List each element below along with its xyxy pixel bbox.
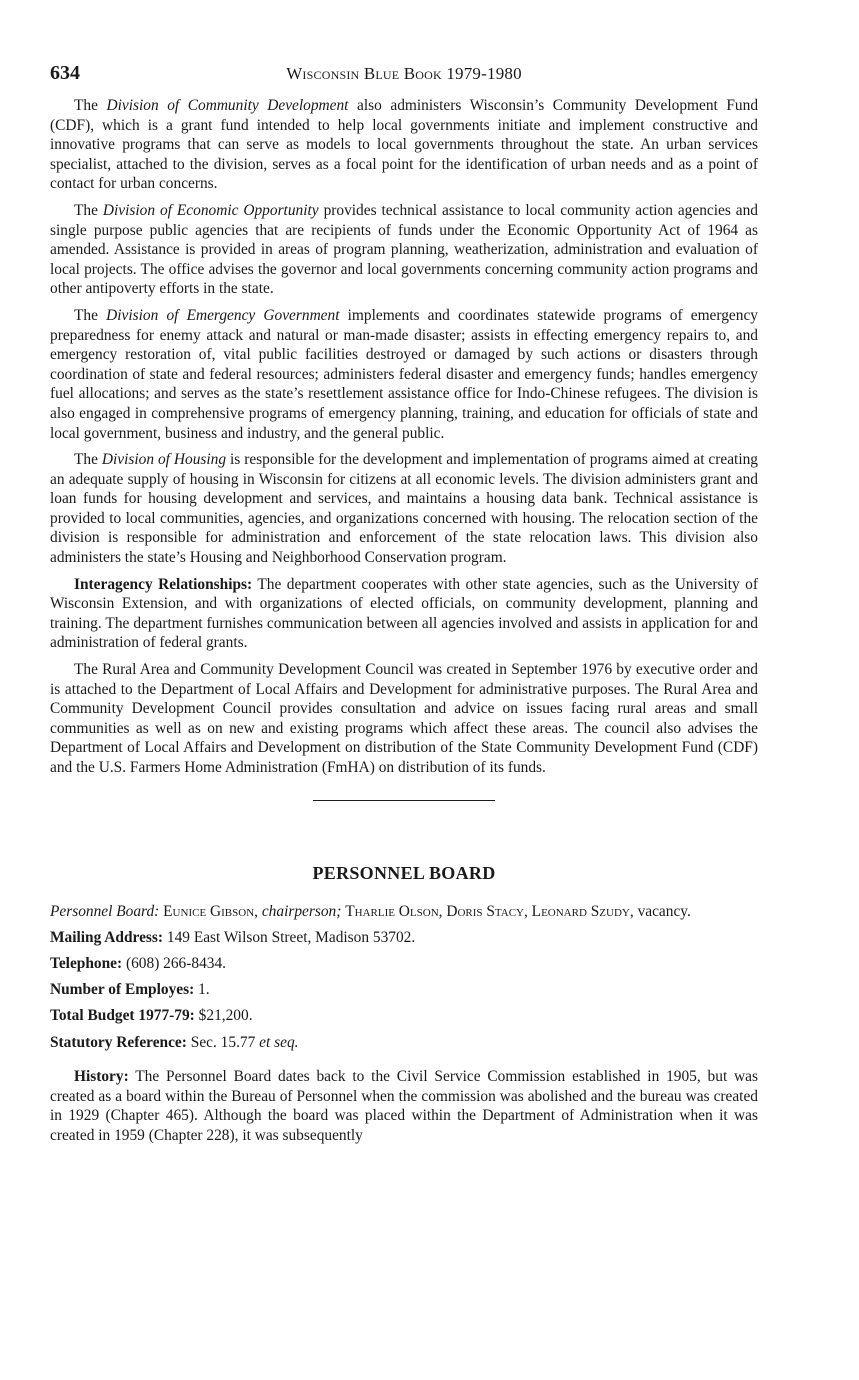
interagency-label: Interagency Relationships: [74, 575, 253, 593]
history-label: History: [74, 1068, 129, 1086]
history-paragraph: History: The Personnel Board dates back to the Civil Service Commission established in 1905, but was created as a board within the Bureau of Personnel when the commission was abolished and the bureau was created in 1929 (Chapter 465). Although the board was placed within the Department of Administration when it was created in 1959 (Chapter 228), it was subsequently [50, 1068, 758, 1144]
book-title [50, 64, 758, 84]
total-budget: Total Budget 1977-79: $21,200. [50, 1007, 253, 1025]
paragraph-community-development: The Division of Community Development also administers Wisconsin’s Community Development Fund (CDF), which is a grant fund intended to help local governments initiate and implement constructive and innovative programs that can serve as models to local governments throughout the state. An urban services specialist, attached to the division, serves as a focal point for the identification of urban needs and as a point of contact for urban concerns. [50, 97, 759, 193]
page-number: 634 [50, 62, 80, 84]
member-names: Tharlie Olson, Doris Stacy, Leonard Szudy [345, 902, 630, 920]
department-text [50, 96, 758, 778]
paragraph-interagency: Interagency Relationships: The department cooperates with other state agencies, such as the University of Wisconsin Extension, and with organizations of elected officials, on community development, planning and training. The department furnishes communication between all agencies involved and assists in application for and administration of federal grants. [50, 575, 758, 652]
telephone: Telephone: (608) 266-8434. [50, 954, 227, 972]
mailing-address: Mailing Address: 149 East Wilson Street, Madison 53702. [50, 928, 416, 946]
division-name: Division of Community Development [106, 97, 349, 114]
section-divider [313, 800, 495, 801]
book-page [50, 62, 758, 1161]
employee-count: Number of Employes: 1. [50, 981, 210, 999]
paragraph-rural-council: The Rural Area and Community Development Council was created in September 1976 by executive order and is attached to the Department of Local Affairs and Development for administrative purposes. The Rural Area and Community Development Council provides consultation and advice on issues facing rural areas and small communities as well as on new and existing programs which affect these areas. The council also advises the Department of Local Affairs and Development on distribution of the State Community Development Fund (CDF) and the U.S. Farmers Home Administration (FmHA) on distribution of its funds. [50, 661, 758, 776]
section-title: PERSONNEL BOARD [312, 862, 496, 883]
paragraph-housing: The Division of Housing is responsible for the development and implementation of programs aimed at creating an adequate supply of housing in Wisconsin for citizens at all economic levels. The division administers grant and loan funds for housing development and services, and maintains a housing data bank. Technical assistance is provided to local communities, agencies, and organizations concerned with housing. The relocation section of the division is responsible for administration and enforcement of the state relocation laws. This division also administers the state’s Housing and Neighborhood Conservation program. [50, 451, 758, 567]
book-title-text: Wisconsin Blue Book 1979-1980 [286, 64, 522, 83]
paragraph-economic-opportunity: The Division of Economic Opportunity provides technical assistance to local community action agencies and single purpose public agencies that are recipients of funds under the Economic Opportunity Act of 1964 as amended. Assistance is provided in areas of program planning, weatherization, administration and evaluation of local projects. The office advises the governor and local governments concerning community action programs and other antipoverty efforts in the state. [50, 201, 759, 298]
board-members: Personnel Board: Eunice Gibson, chairperson; Tharlie Olson, Doris Stacy, Leonard Szudy, vacancy. [50, 902, 691, 920]
board-info [50, 902, 758, 1053]
chair-name: Eunice Gibson [163, 902, 255, 920]
division-name: Division of Emergency Government [106, 306, 340, 324]
division-name: Division of Economic Opportunity [102, 201, 319, 219]
statutory-reference: Statutory Reference: Sec. 15.77 et seq. [50, 1033, 299, 1051]
running-head [50, 62, 758, 96]
division-name: Division of Housing [101, 451, 227, 469]
paragraph-emergency-government: The Division of Emergency Government implements and coordinates statewide programs of emergency preparedness for enemy attack and natural or man-made disaster; assists in effecting emergency repairs to, and emergency restoration of, vital public facilities destroyed or damaged by such actions or disasters through coordination of state and federal resources; administers federal disaster and emergency funds; handles emergency fuel allocations; and serves as the state’s resettlement assistance office for Indo-Chinese refugees. The division is also engaged in comprehensive programs of emergency planning, training, and education for officials of state and local government, business and industry, and the general public. [50, 306, 758, 442]
